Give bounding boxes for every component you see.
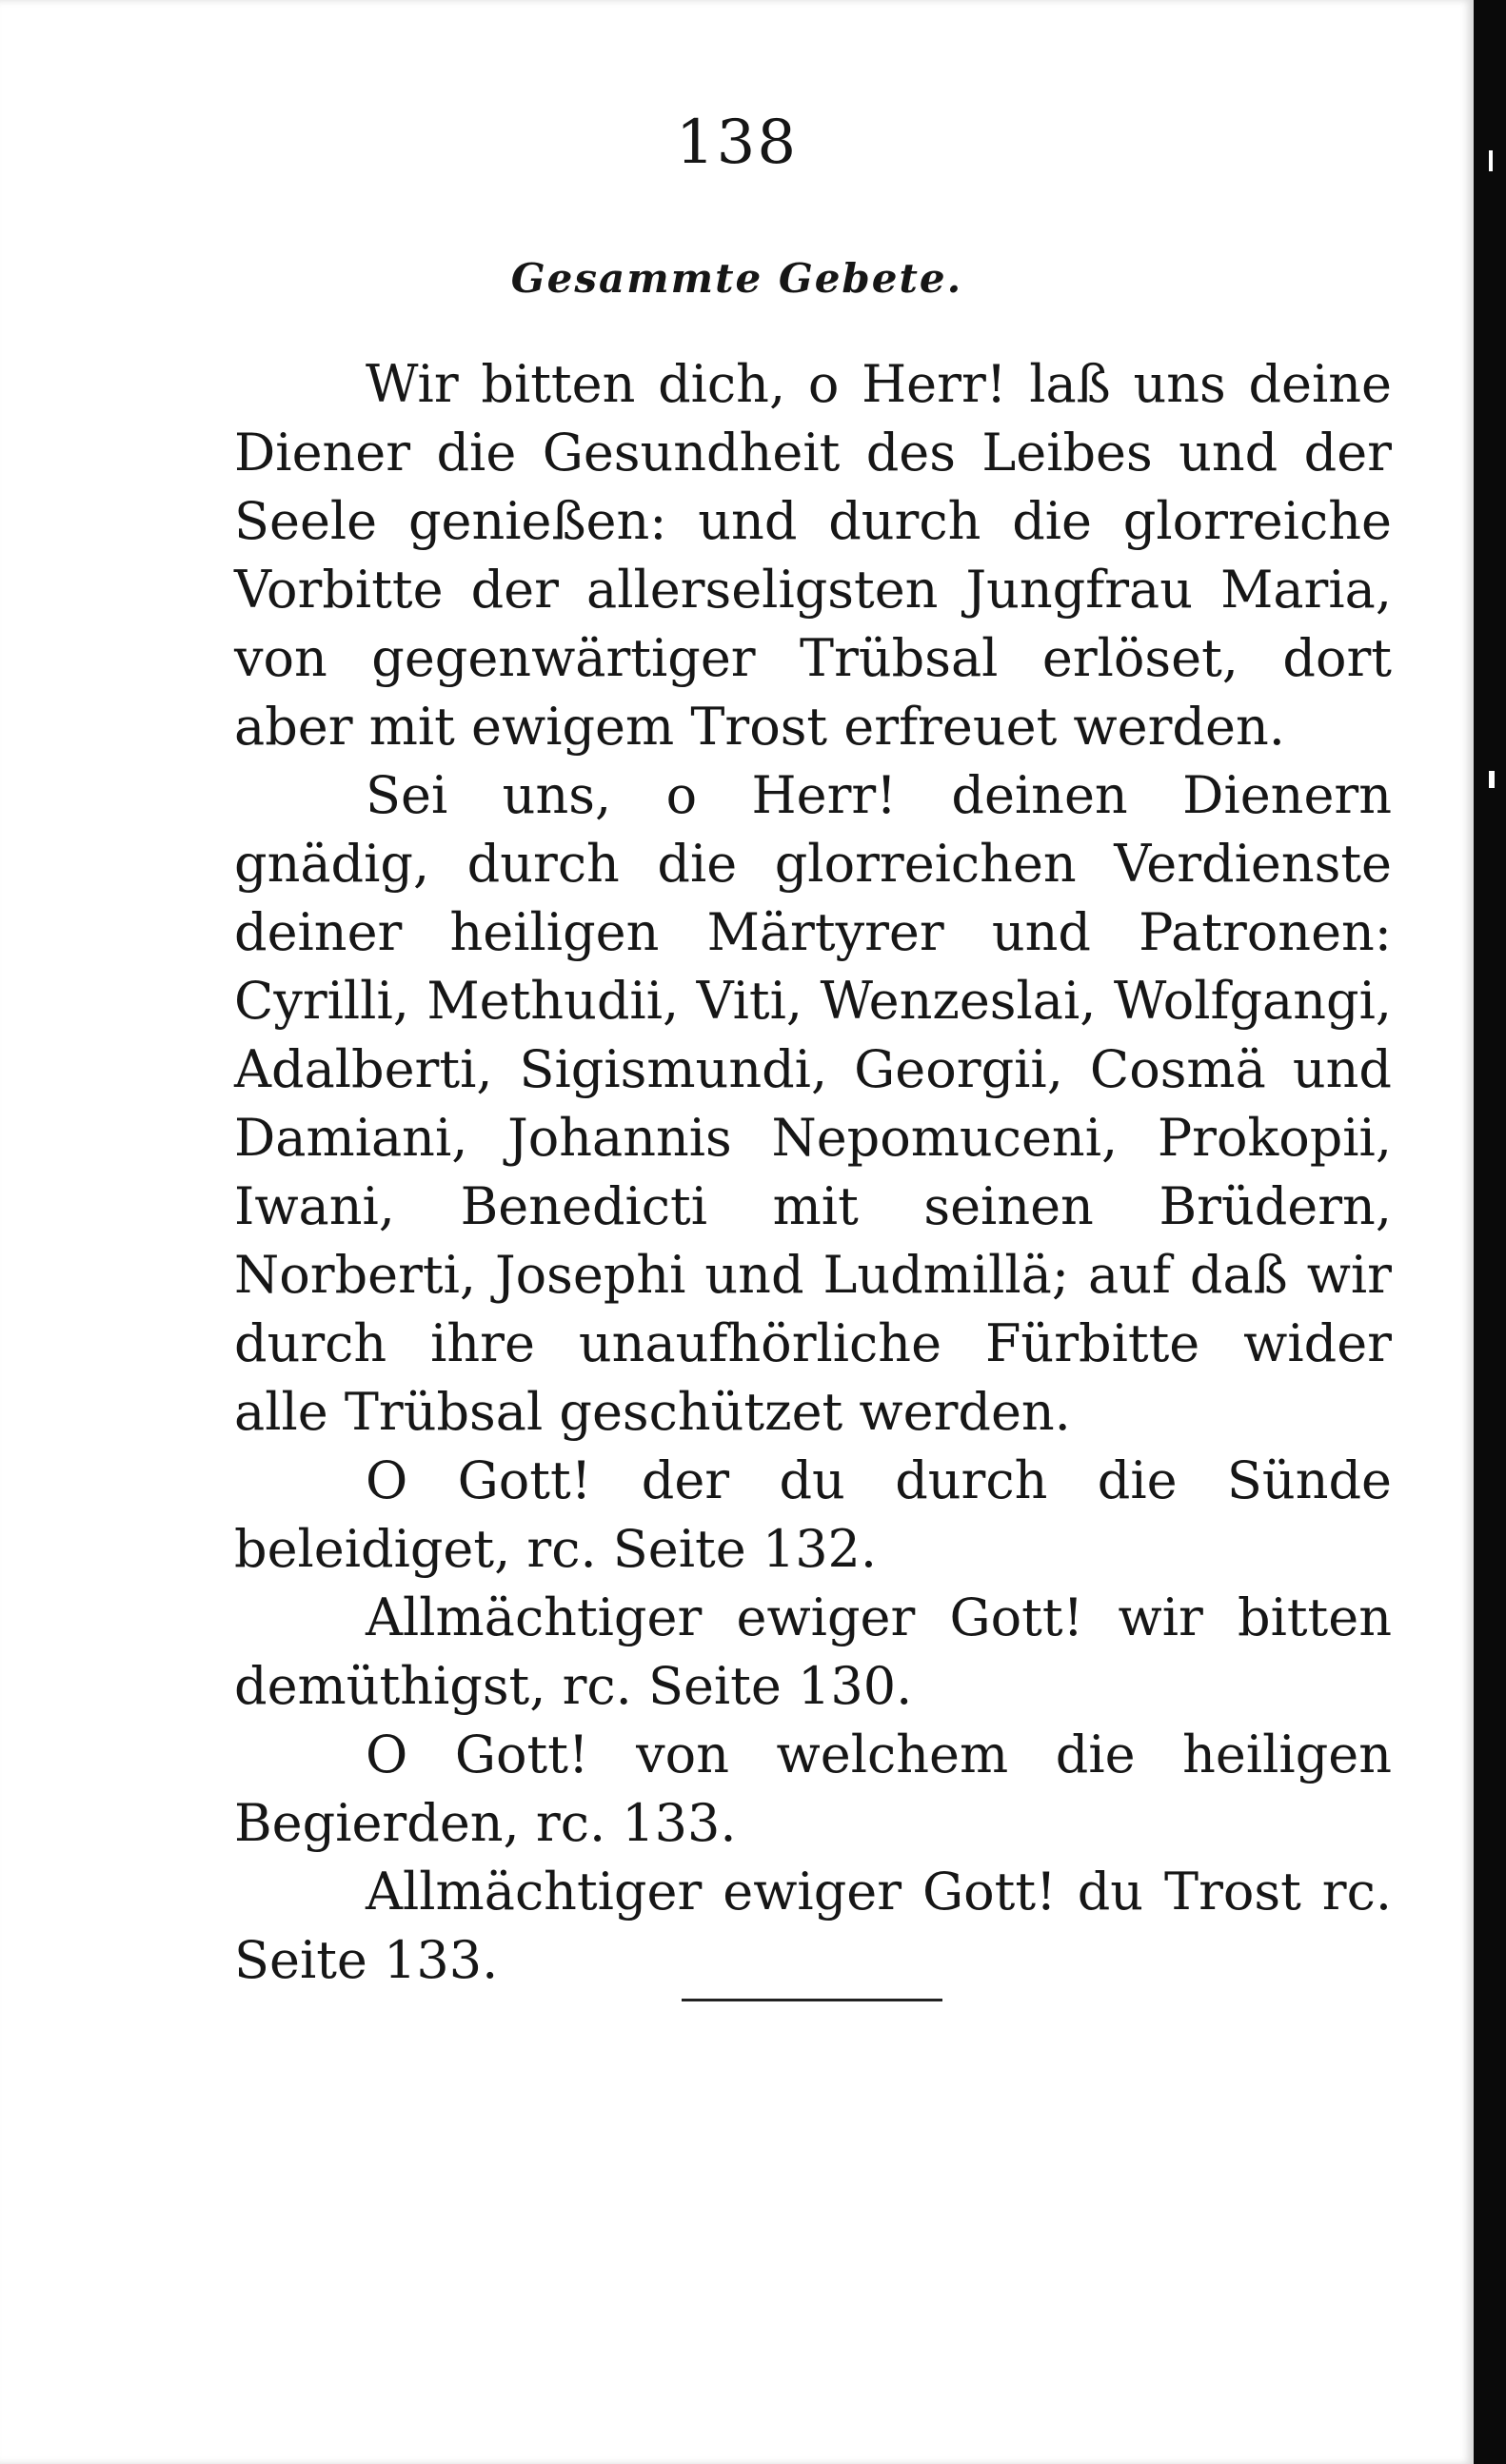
paragraph-reference-132: O Gott! der du durch die Sünde beleidiget, rc. Seite 132. bbox=[234, 1450, 1392, 1579]
prayer-text bbox=[234, 350, 1392, 1995]
paragraph-reference-133-a: O Gott! von welchem die heiligen Begierden, rc. 133. bbox=[234, 1725, 1392, 1853]
page-number: 138 bbox=[675, 108, 799, 178]
paragraph-reference-130: Allmächtiger ewiger Gott! wir bitten demüthigst, rc. Seite 130. bbox=[234, 1587, 1392, 1716]
scan-edge-mark bbox=[1489, 150, 1493, 171]
running-head: Gesammte Gebete. bbox=[510, 255, 963, 302]
paragraph-prayer-patrons: Sei uns, o Herr! deinen Dienern gnädig, durch die glorreichen Verdienste deiner heiligen Märtyrer und Patronen: Cyrilli, Methudii, Viti, Wenzeslai, Wolfgangi, Adalberti, Sigismundi, Georgii, Cosmä und Damiani, Johannis Nepomuceni, Prokopii, Iwani, Benedicti mit seinen Brüdern, Norberti, Josephi und Ludmillä; auf daß wir durch ihre unaufhörliche Fürbitte wider alle Trübsal geschützet werden. bbox=[234, 765, 1392, 1442]
scan-edge bbox=[1474, 0, 1506, 2464]
paragraph-prayer-health: Wir bitten dich, o Herr! laß uns deine Diener die Gesundheit des Leibes und der Seele genießen: und durch die glorreiche Vorbitte der allerseligsten Jungfrau Maria, von gegenwärtiger Trübsal erlöset, dort aber mit ewigem Trost erfreuet werden. bbox=[234, 354, 1392, 757]
end-rule bbox=[682, 1999, 942, 2001]
scan-edge-mark bbox=[1489, 771, 1495, 788]
paragraph-reference-133-b: Allmächtiger ewiger Gott! du Trost rc. Seite 133. bbox=[234, 1862, 1392, 1990]
